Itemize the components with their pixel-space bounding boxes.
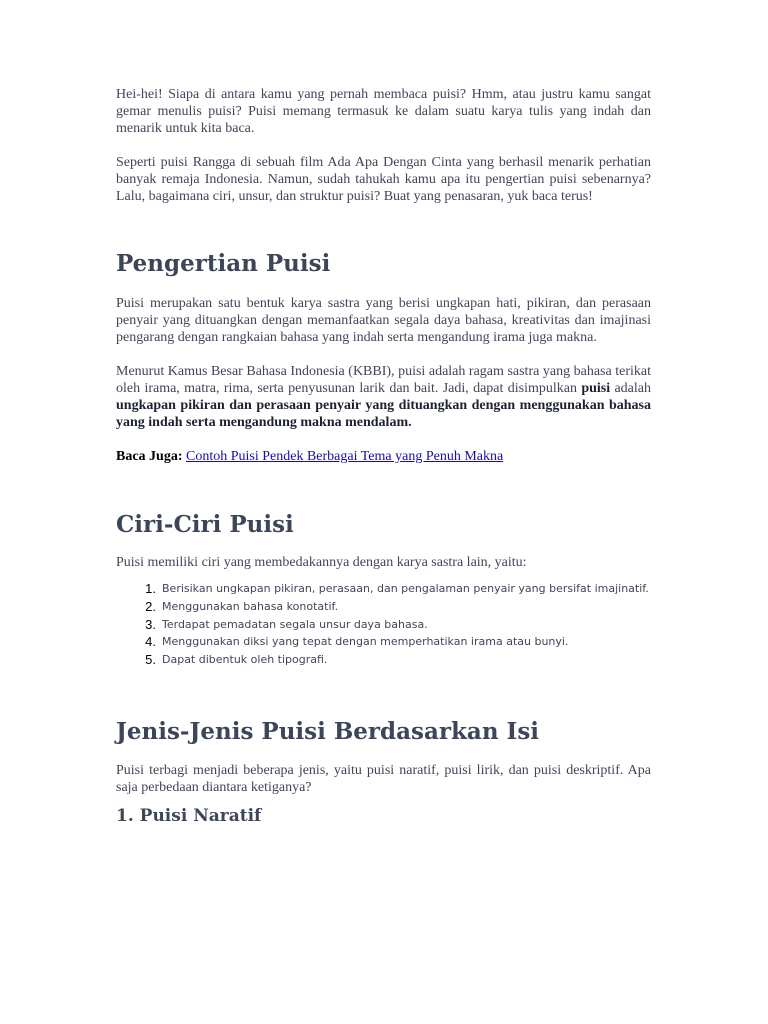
list-text: Berisikan ungkapan pikiran, perasaan, dan pengalaman penyair yang bersifat imajinatif. (162, 582, 649, 595)
ciri-list (116, 580, 651, 669)
baca-juga-link[interactable]: Contoh Puisi Pendek Berbagai Tema yang Penuh Makna (186, 449, 504, 464)
list-item (116, 633, 651, 651)
list-number: 5. (145, 652, 156, 668)
ciri-intro: Puisi memiliki ciri yang membedakannya dengan karya sastra lain, yaitu: (116, 555, 527, 570)
list-number: 3. (145, 616, 156, 632)
list-text: Menggunakan bahasa konotatif. (162, 599, 339, 613)
baca-juga (116, 448, 651, 465)
heading-jenis-jenis-puisi: Jenis-Jenis Puisi Berdasarkan Isi (116, 717, 540, 745)
list-item (116, 616, 651, 634)
list-number: 1. (145, 581, 156, 596)
pengertian-p2-lead: Menurut Kamus Besar Bahasa Indonesia (KBBI), puisi adalah ragam sastra yang bahasa terikat oleh irama, matra, rima, serta penyusunan larik dan bait. Jadi, dapat disimpulkan (116, 364, 651, 396)
baca-juga-label: Baca Juga: (116, 449, 183, 464)
list-item (116, 580, 651, 598)
list-item (116, 651, 651, 669)
heading-pengertian-puisi: Pengertian Puisi (116, 250, 331, 277)
pengertian-p2-definition: ungkapan pikiran dan perasaan penyair yang dituangkan dengan menggunakan bahasa yang indah serta mengandung makna mendalam. (116, 398, 651, 430)
pengertian-paragraph-1: Puisi merupakan satu bentuk karya sastra yang berisi ungkapan hati, pikiran, dan perasaan penyair yang dituangkan dengan memanfaatkan segala daya bahasa, kreativitas dan imajinasi pengarang dengan rangkaian bahasa yang indah serta mengandung irama juga makna. (116, 296, 651, 345)
heading-puisi-naratif: 1. Puisi Naratif (116, 805, 262, 826)
heading-ciri-ciri-puisi: Ciri-Ciri Puisi (116, 511, 294, 538)
list-text: Terdapat pemadatan segala unsur daya bahasa. (162, 617, 428, 631)
list-number: 4. (145, 634, 156, 650)
list-item (116, 598, 651, 616)
pengertian-paragraph-2 (116, 363, 651, 431)
list-number: 2. (145, 598, 156, 614)
list-text: Dapat dibentuk oleh tipografi. (162, 653, 328, 667)
article (116, 86, 651, 827)
jenis-intro: Puisi terbagi menjadi beberapa jenis, yaitu puisi naratif, puisi lirik, dan puisi deskriptif. Apa saja perbedaan diantara ketiganya? (116, 762, 651, 795)
intro-paragraph-2: Seperti puisi Rangga di sebuah film Ada Apa Dengan Cinta yang berhasil menarik perhatian banyak remaja Indonesia. Namun, sudah tahukah kamu apa itu pengertian puisi sebenarnya? Lalu, bagaimana ciri, unsur, dan struktur puisi? Buat yang penasaran, yuk baca terus! (116, 155, 651, 204)
list-text: Menggunakan diksi yang tepat dengan memperhatikan irama atau bunyi. (162, 635, 569, 649)
intro-paragraph-1: Hei-hei! Siapa di antara kamu yang pernah membaca puisi? Hmm, atau justru kamu sangat gemar menulis puisi? Puisi memang termasuk ke dalam suatu karya tulis yang indah dan menarik untuk kita baca. (116, 87, 651, 136)
pengertian-p2-mid: adalah (610, 381, 651, 396)
pengertian-p2-bold-puisi: puisi (581, 381, 611, 396)
